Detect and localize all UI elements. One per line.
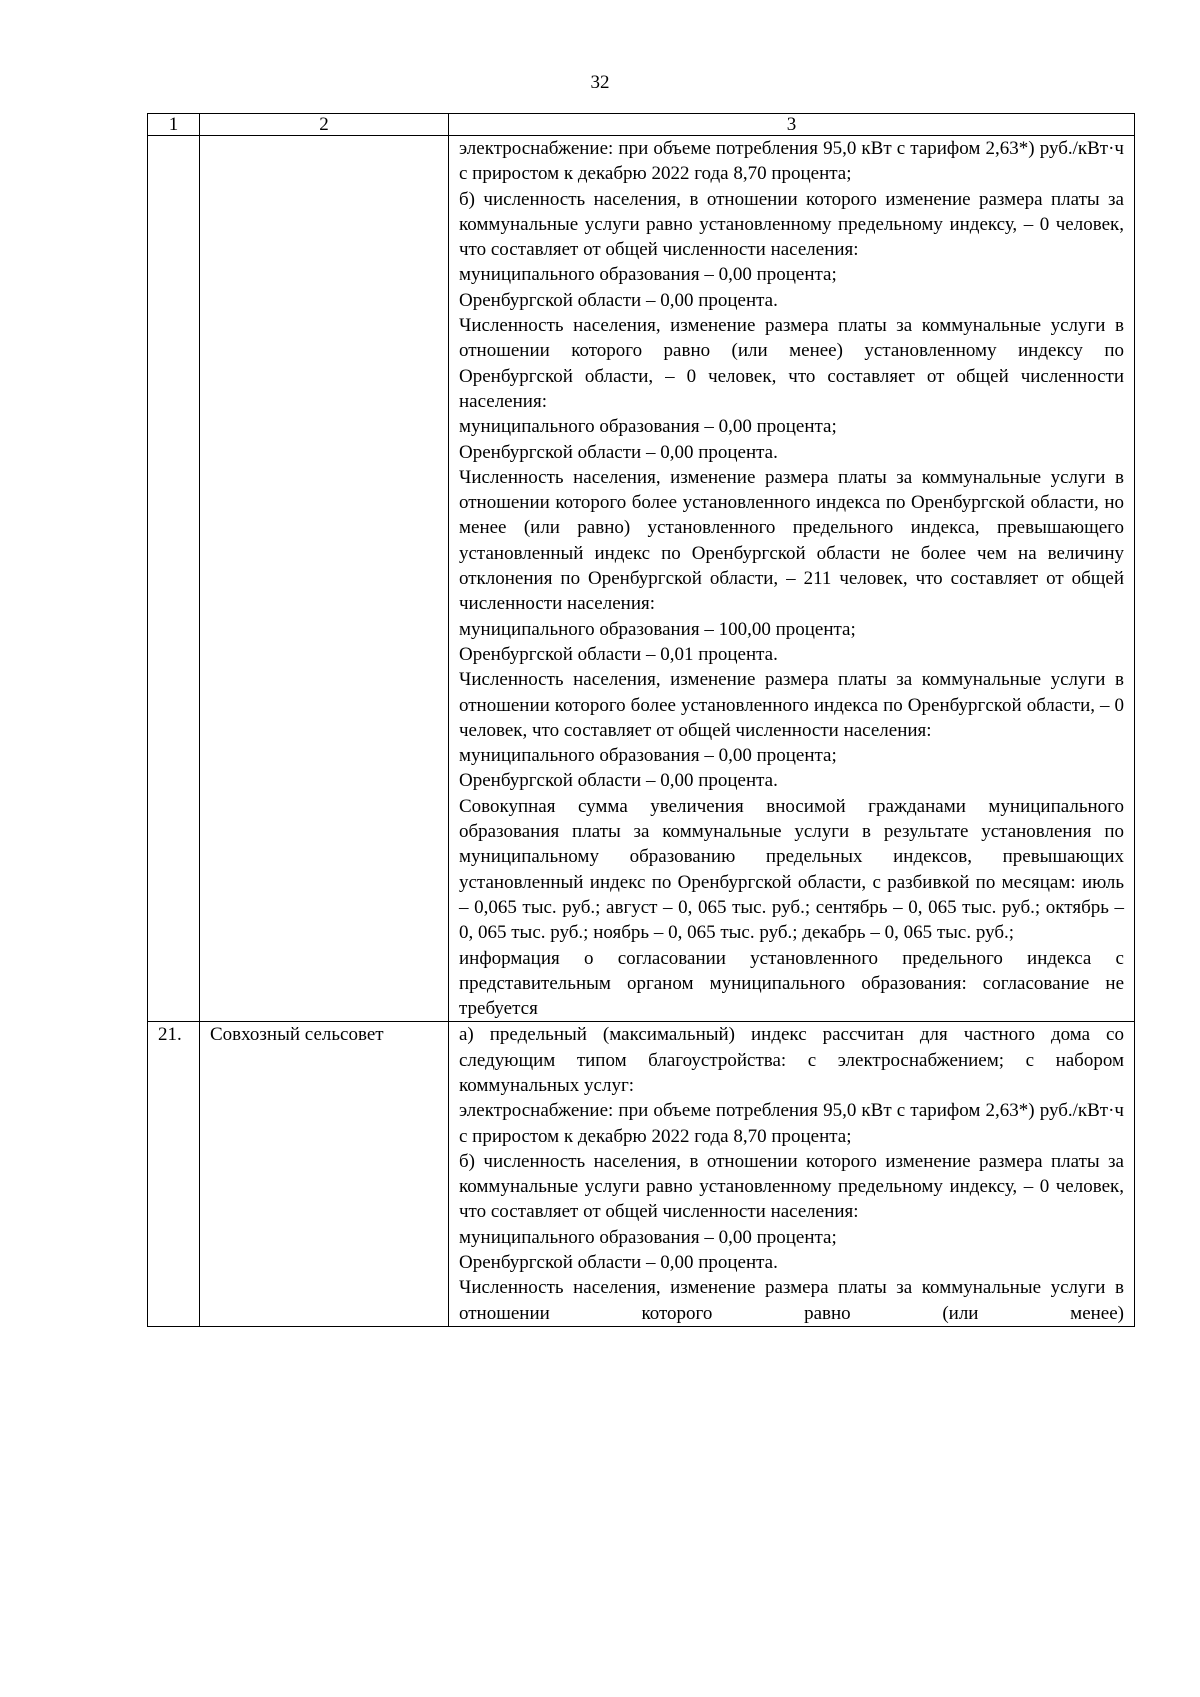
paragraph: информация о согласовании установленного предельного индекса с представительным органом муниципального образования: согласование не требуется (459, 947, 1124, 1020)
paragraph: Численность населения, изменение размера платы за коммунальные услуги в отношении которого равно (или менее) (459, 1277, 1124, 1324)
paragraph: Численность населения, изменение размера платы за коммунальные услуги в отношении которого более установленного индекса по Оренбургской области, – 0 человек, что составляет от общей численности населения: (459, 669, 1124, 741)
row-number: 21. (148, 1022, 200, 1327)
paragraph: муниципального образования – 100,00 процента; (459, 618, 856, 640)
municipality-name: Совхозный сельсовет (200, 1022, 449, 1327)
table-row (148, 1022, 1135, 1327)
header-col-3: 3 (449, 114, 1135, 136)
paragraph: Оренбургской области – 0,00 процента. (459, 289, 778, 311)
paragraph: муниципального образования – 0,00 процента; (459, 416, 837, 438)
paragraph: муниципального образования – 0,00 процента; (459, 1226, 837, 1248)
paragraph: Численность населения, изменение размера платы за коммунальные услуги в отношении которого более установленного индекса по Оренбургской области, но менее (или равно) установленного предельного индекса, превышающего установленный индекс по Оренбургской области не более чем на величину отклонения по Оренбургской области, – 211 человек, что составляет от общей численности населения: (459, 466, 1124, 615)
indices-table (147, 113, 1135, 1327)
header-col-2: 2 (200, 114, 449, 136)
paragraph: б) численность населения, в отношении которого изменение размера платы за коммунальные услуги равно установленному предельному индексу, – 0 человек, что составляет от общей численности населения: (459, 1150, 1124, 1223)
paragraph: а) предельный (максимальный) индекс рассчитан для частного дома со следующим типом благоустройства: с электроснабжением; с набором коммунальных услуг: (459, 1024, 1124, 1096)
paragraph: Оренбургской области – 0,01 процента. (459, 643, 778, 665)
paragraph: Совокупная сумма увеличения вносимой гражданами муниципального образования платы за коммунальные услуги в результате установления по муниципальному образованию предельных индексов, превышающих установленный индекс по Оренбургской области, с разбивкой по месяцам: июль – 0,065 тыс. руб.; август – 0, 065 тыс. руб.; сентябрь – 0, 065 тыс. руб.; октябрь – 0, 065 тыс. руб.; ноябрь – 0, 065 тыс. руб.; декабрь – 0, 065 тыс. руб.; (459, 795, 1124, 944)
header-col-1: 1 (148, 114, 200, 136)
row-description (449, 136, 1135, 1022)
paragraph: Оренбургской области – 0,00 процента. (459, 441, 778, 463)
table-header-row (148, 114, 1135, 136)
paragraph: Численность населения, изменение размера платы за коммунальные услуги в отношении которого равно (или менее) установленному индексу по Оренбургской области, – 0 человек, что составляет от общей численности населения: (459, 315, 1124, 412)
row-number (148, 136, 200, 1022)
table-row (148, 136, 1135, 1022)
paragraph: Оренбургской области – 0,00 процента. (459, 770, 778, 792)
paragraph: электроснабжение: при объеме потребления 95,0 кВт с тарифом 2,63*) руб./кВт·ч с приростом к декабрю 2022 года 8,70 процента; (459, 1100, 1124, 1147)
paragraph: Оренбургской области – 0,00 процента. (459, 1252, 778, 1274)
paragraph: б) численность населения, в отношении которого изменение размера платы за коммунальные услуги равно установленному предельному индексу, – 0 человек, что составляет от общей численности населения: (459, 188, 1124, 261)
municipality-name (200, 136, 449, 1022)
paragraph: муниципального образования – 0,00 процента; (459, 745, 837, 767)
row-description (449, 1022, 1135, 1327)
paragraph: электроснабжение: при объеме потребления 95,0 кВт с тарифом 2,63*) руб./кВт·ч с приростом к декабрю 2022 года 8,70 процента; (459, 138, 1124, 185)
paragraph: муниципального образования – 0,00 процента; (459, 264, 837, 286)
page-number: 32 (590, 72, 610, 93)
